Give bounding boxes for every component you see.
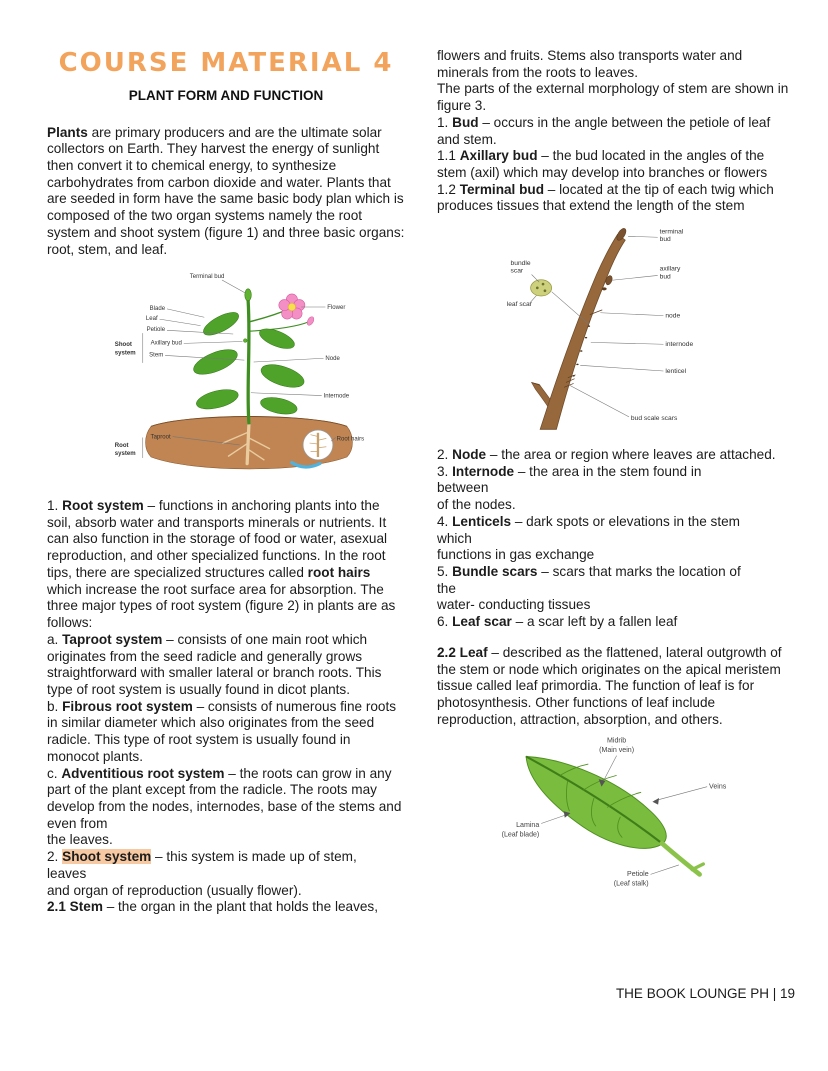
plant-illustration xyxy=(109,266,389,485)
text-segment: leaves xyxy=(47,865,87,881)
text-segment: 2.1 Stem xyxy=(47,899,103,915)
text-segment: 4. xyxy=(437,513,453,529)
fig1-label-blade: Blade xyxy=(149,306,166,313)
text-segment: 2. xyxy=(47,849,63,865)
text-segment: – the roots can grow in any part of the plant except from the radicle. The roots may develop from the nodes, internodes, base of the stems and even from xyxy=(47,765,402,831)
intro-paragraph xyxy=(47,125,405,259)
leaf-illustration xyxy=(477,732,760,897)
fig3-label-bundle-scar-2: scar xyxy=(510,267,524,275)
text-segment: – the organ in the plant that holds the leaves, xyxy=(102,899,379,915)
text-segment: – a scar left by a fallen leaf xyxy=(511,614,678,630)
text-segment: – functions in anchoring plants into the soil, absorb water and transports minerals or nutrients. It can also function in the storage of food or water, asexual reproduction, and other specialized functions. In the root tips, there are specialized structures called xyxy=(47,498,388,580)
flower xyxy=(279,294,315,326)
text-segment: a. xyxy=(47,631,63,647)
text-segment: flowers and fruits. Stems also transports water and minerals from the roots to leaves. xyxy=(437,48,743,80)
text-segment: Axillary bud xyxy=(459,148,538,164)
text-segment: – the area or region where leaves are attached. xyxy=(486,446,776,462)
fig3-label-internode: internode xyxy=(665,341,694,349)
stem-parts-list xyxy=(437,447,795,631)
fig3-label-node: node xyxy=(665,312,681,320)
fig3-label-bundle-scar-1: bundle xyxy=(510,260,531,268)
fig1-label-flower: Flower xyxy=(327,305,346,312)
fig1-label-axillary-bud: Axillary bud xyxy=(150,340,182,347)
text-segment: 1. xyxy=(47,498,63,514)
text-segment: b. xyxy=(47,698,63,714)
text-segment: are primary producers and are the ultimate solar collectors on Earth. They harvest the energy of sunlight then convert it to chemical energy, to synthesize carbohydrates from carbon dioxide and water. Plants that are seeded in form have the same basic body plan which is composed of the two organ systems namely the root system and shoot system (figure 1) and three basic organs: root, stem, and leaf. xyxy=(47,124,405,257)
fig3-label-axillary-bud-1: axillary xyxy=(659,265,681,273)
text-segment: 1.2 xyxy=(437,181,460,197)
text-segment: and organ of reproduction (usually flower). xyxy=(47,882,302,898)
fig3-label-terminal-bud-1: terminal xyxy=(659,228,684,236)
text-segment: which increase the root surface area for absorption. The three major types of root system (figure 2) in plants are as follows: xyxy=(47,581,396,631)
text-segment: Lenticels xyxy=(452,513,512,529)
terminal-bud-shape xyxy=(245,289,252,301)
text-segment: Bud xyxy=(452,114,479,130)
fig1-label-root-system-2: system xyxy=(114,451,136,458)
figure3-labels xyxy=(507,229,694,422)
text-segment: 5. xyxy=(437,563,453,579)
left-column xyxy=(47,48,405,916)
leaf-blade xyxy=(526,757,666,849)
text-segment: 1. xyxy=(437,114,453,130)
text-segment: Bundle scars xyxy=(452,563,538,579)
fig3-label-axillary-bud-2: bud xyxy=(659,273,671,281)
text-segment: 3. xyxy=(437,463,453,479)
text-segment: the xyxy=(437,580,456,596)
text-segment: – consists of one main root which originates from the seed radicle and generally grows straightforward with smaller lateral or branch roots. This type of root system is usually found in dicot plants. xyxy=(47,631,382,697)
text-segment: water- conducting tissues xyxy=(437,597,591,613)
text-segment: – the area in the stem found in xyxy=(514,463,702,479)
leaf-label-petiole-2: (Leaf stalk) xyxy=(613,881,649,889)
twig xyxy=(540,235,625,430)
text-segment: the leaves. xyxy=(47,832,113,848)
text-segment: Leaf scar xyxy=(452,614,512,630)
leaf-label-midrib-2: (Main vein) xyxy=(599,747,635,755)
axillary-bud-shape xyxy=(243,339,247,343)
text-segment: of the nodes. xyxy=(437,497,516,513)
text-segment: functions in gas exchange xyxy=(437,547,595,563)
leaf-label-lamina-2: (Leaf blade) xyxy=(501,832,540,840)
text-segment: which xyxy=(437,530,472,546)
figure-1-plant-diagram xyxy=(109,266,405,490)
text-segment: – described as the flattened, lateral outgrowth of the stem or node which originates on the apical meristem tissue called leaf primordia. The function of leaf is for photosynthesis. Other functions of leaf include reproduction, attraction, absorption, and others. xyxy=(437,644,782,727)
text-segment: Root system xyxy=(62,498,144,514)
fig1-label-leaf: Leaf xyxy=(145,316,158,323)
fig1-label-terminal-bud: Terminal bud xyxy=(189,274,225,281)
fig1-label-shoot-system-1: Shoot xyxy=(114,342,132,349)
footer-text: THE BOOK LOUNGE PH | 19 xyxy=(615,986,795,1001)
text-segment: Internode xyxy=(452,463,515,479)
fig1-label-shoot-system-2: system xyxy=(114,350,136,357)
text-segment: Fibrous root system xyxy=(62,698,193,714)
text-segment: – occurs in the angle between the petiole of leaf and stem. xyxy=(437,114,771,147)
right-column xyxy=(437,48,795,902)
leaf-label-midrib-1: Midrib xyxy=(606,737,627,745)
fig3-label-leaf-scar: leaf scar xyxy=(506,301,532,309)
leaf-label-veins: Veins xyxy=(709,783,727,791)
text-segment: 1.1 xyxy=(437,148,460,164)
fig1-label-petiole: Petiole xyxy=(146,327,166,334)
leaf-section-paragraph xyxy=(437,645,795,729)
text-segment: root hairs xyxy=(307,564,371,580)
text-segment: Taproot system xyxy=(62,631,163,647)
leaf-label-lamina-1: Lamina xyxy=(516,822,540,830)
text-segment: between xyxy=(437,480,489,496)
stem-continued-paragraph xyxy=(437,48,795,215)
figure-3-twig-diagram xyxy=(497,221,795,441)
fig1-label-internode: Internode xyxy=(323,393,350,400)
text-segment: 2. xyxy=(437,446,453,462)
text-segment: 2.2 Leaf xyxy=(437,644,488,660)
text-segment: – dark spots or elevations in the stem xyxy=(511,513,741,529)
text-segment: – consists of numerous fine roots in similar diameter which also originates from the seed radicle. This type of root system is usually found in monocot plants. xyxy=(47,698,397,764)
fig1-label-stem: Stem xyxy=(149,352,164,359)
text-segment: Terminal bud xyxy=(459,181,545,197)
text-segment: – scars that marks the location of xyxy=(537,563,741,579)
plant-stem xyxy=(248,300,249,425)
text-segment: c. xyxy=(47,765,62,781)
fig1-label-root-hairs: Root hairs xyxy=(336,436,365,443)
text-segment: – the bud located in the angles of the stem (axil) which may develop into branches or flowers xyxy=(437,148,768,181)
text-segment: Plants xyxy=(47,124,88,140)
text-segment: – this system is made up of stem, xyxy=(151,849,357,865)
fig3-label-terminal-bud-2: bud xyxy=(659,236,671,244)
twig-illustration xyxy=(497,221,784,436)
page-title: COURSE MATERIAL 4 xyxy=(58,48,394,78)
fig1-label-node: Node xyxy=(325,356,340,363)
footer xyxy=(437,986,795,1001)
fig1-label-taproot: Taproot xyxy=(150,434,171,441)
text-segment: Shoot system xyxy=(62,849,152,865)
fig3-label-bud-scale-scars: bud scale scars xyxy=(630,414,678,422)
text-segment: 6. xyxy=(437,614,453,630)
root-system-section xyxy=(47,498,405,916)
fig3-label-lenticel: lenticel xyxy=(665,368,687,376)
text-segment: Node xyxy=(452,446,487,462)
text-segment: The parts of the external morphology of stem are shown in figure 3. xyxy=(437,81,789,114)
text-segment: – located at the tip of each twig which produces tissues that extend the length of the stem xyxy=(437,181,774,214)
figure-leaf-diagram xyxy=(477,732,795,902)
text-segment: Adventitious root system xyxy=(61,765,225,781)
fig1-label-root-system-1: Root xyxy=(114,443,129,450)
page-subtitle: PLANT FORM AND FUNCTION xyxy=(128,87,324,103)
leaf-label-petiole-1: Petiole xyxy=(627,871,649,879)
